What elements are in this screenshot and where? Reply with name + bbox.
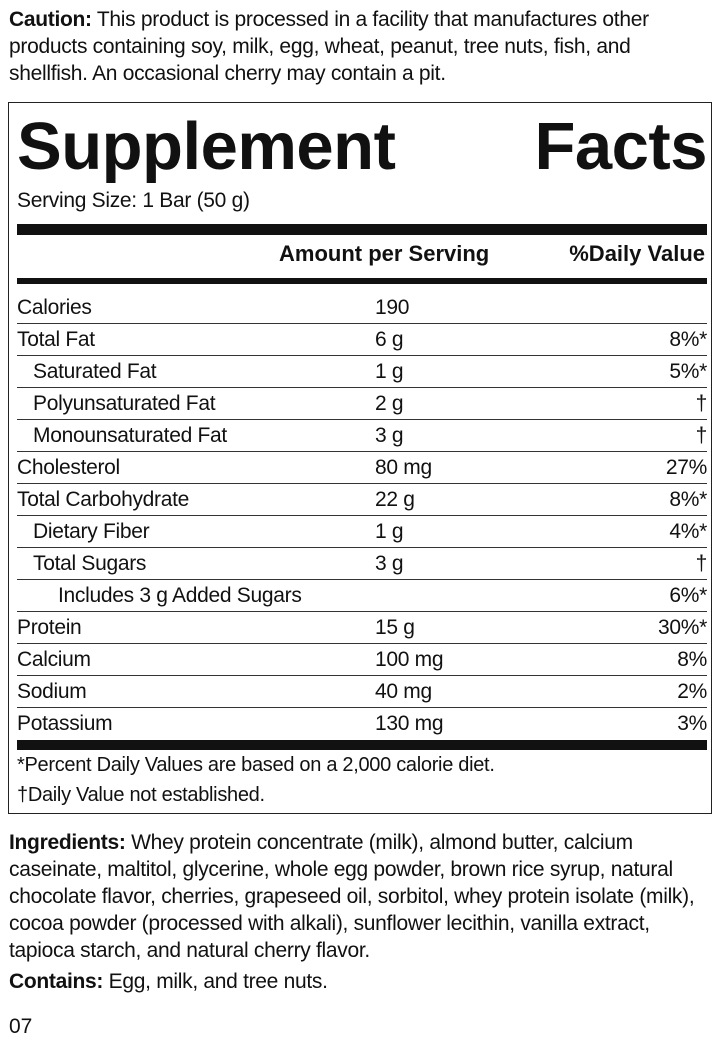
nutrient-row (17, 708, 707, 740)
nutrient-amount: 1 g (375, 520, 404, 543)
nutrient-rows (17, 292, 707, 740)
nutrient-daily-value: 8%* (669, 328, 707, 351)
nutrient-row (17, 516, 707, 548)
nutrient-amount: 1 g (375, 360, 404, 383)
ingredients-label: Ingredients: (9, 831, 126, 854)
nutrient-row (17, 612, 707, 644)
nutrient-amount: 190 (375, 296, 410, 319)
contains-text: Egg, milk, and tree nuts. (103, 970, 328, 993)
nutrient-daily-value: 8%* (669, 488, 707, 511)
nutrient-daily-value: 30%* (657, 616, 707, 639)
contains-label: Contains: (9, 970, 104, 993)
nutrient-row (17, 484, 707, 516)
nutrient-row (17, 420, 707, 452)
nutrient-row (17, 324, 707, 356)
panel-title (17, 109, 707, 185)
nutrient-amount: 130 mg (375, 712, 444, 735)
caution-text: This product is processed in a facility that manufactures other products containing soy, milk, egg, wheat, peanut, tree nuts, fish, and shellfish. An occasional cherry may contain a pit. (9, 8, 649, 85)
nutrient-name: Dietary Fiber (33, 520, 150, 543)
nutrient-row (17, 452, 707, 484)
thick-divider-header (17, 278, 707, 284)
serving-size: Serving Size: 1 Bar (50 g) (17, 189, 250, 212)
nutrient-daily-value: 4%* (669, 520, 707, 543)
nutrient-name: Total Fat (17, 328, 95, 351)
nutrient-daily-value: † (695, 392, 707, 415)
nutrient-name: Total Sugars (33, 552, 147, 575)
caution-label: Caution: (9, 8, 92, 31)
thick-divider-bottom (17, 740, 707, 750)
footnote-percent-dv: *Percent Daily Values are based on a 2,000 calorie diet. (17, 754, 495, 776)
ingredients-text: Whey protein concentrate (milk), almond butter, calcium caseinate, maltitol, glycerine, whole egg powder, brown rice syrup, natural chocolate flavor, cherries, grapeseed oil, sorbitol, whey protein isolate (milk), cocoa powder (processed with alkali), sunflower lecithin, vanilla extract, tapioca starch, and natural cherry flavor. (9, 831, 695, 962)
nutrient-name: Protein (17, 616, 82, 639)
nutrient-daily-value: 2% (677, 680, 707, 703)
nutrient-amount: 3 g (375, 424, 404, 447)
nutrient-row (17, 548, 707, 580)
nutrient-name: Calcium (17, 648, 91, 671)
nutrient-daily-value: 8% (677, 648, 707, 671)
nutrient-row (17, 580, 707, 612)
nutrient-row (17, 644, 707, 676)
nutrient-daily-value: † (695, 552, 707, 575)
header-daily-value: %Daily Value (569, 241, 705, 266)
header-amount-per-serving: Amount per Serving (279, 241, 490, 266)
nutrient-name: Total Carbohydrate (17, 488, 190, 511)
nutrient-amount: 15 g (375, 616, 415, 639)
nutrient-amount: 80 mg (375, 456, 432, 479)
nutrient-amount: 6 g (375, 328, 404, 351)
nutrient-row (17, 676, 707, 708)
nutrient-amount: 2 g (375, 392, 404, 415)
nutrient-name: Potassium (17, 712, 113, 735)
nutrient-row (17, 292, 707, 324)
nutrient-name: Polyunsaturated Fat (33, 392, 216, 415)
thick-divider-top (17, 224, 707, 235)
ingredients-statement (9, 829, 709, 964)
nutrient-daily-value: 3% (677, 712, 707, 735)
nutrient-name: Sodium (17, 680, 87, 703)
footnote-dagger: †Daily Value not established. (17, 784, 265, 806)
allergen-statement (9, 968, 328, 995)
nutrient-name: Monounsaturated Fat (33, 424, 227, 447)
panel-title-word2: Facts (534, 109, 707, 184)
supplement-facts-panel (8, 102, 712, 814)
nutrient-daily-value: 27% (665, 456, 707, 479)
nutrient-amount: 22 g (375, 488, 415, 511)
nutrient-row (17, 388, 707, 420)
nutrient-name: Includes 3 g Added Sugars (58, 584, 302, 607)
product-code: 07 (9, 1015, 33, 1038)
caution-statement (9, 6, 709, 87)
nutrient-daily-value: 5%* (669, 360, 707, 383)
nutrient-daily-value: 6%* (669, 584, 707, 607)
nutrient-amount: 3 g (375, 552, 404, 575)
nutrient-name: Calories (17, 296, 92, 319)
nutrient-amount: 100 mg (375, 648, 444, 671)
nutrient-name: Saturated Fat (33, 360, 157, 383)
nutrient-row (17, 356, 707, 388)
nutrient-amount: 40 mg (375, 680, 432, 703)
nutrient-name: Cholesterol (17, 456, 120, 479)
nutrient-daily-value: † (695, 424, 707, 447)
panel-title-word1: Supplement (17, 109, 396, 184)
